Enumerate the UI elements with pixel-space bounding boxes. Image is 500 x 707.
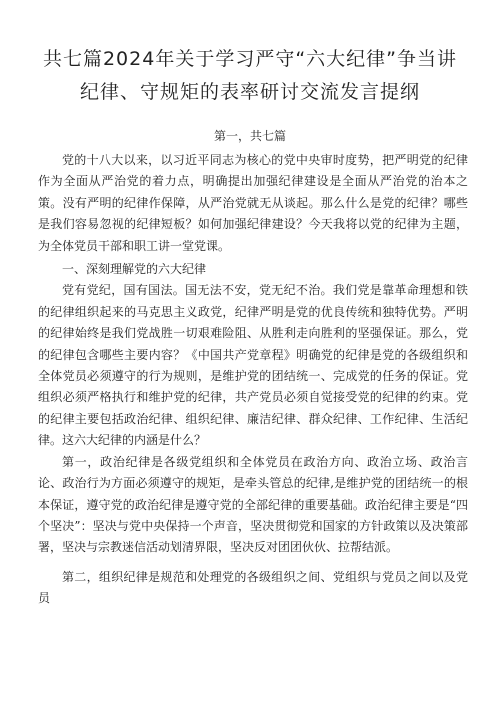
document-title-line-2: 纪律、守规矩的表率研讨交流发言提纲 <box>79 81 420 103</box>
section-heading-1: 一、深刻理解党的六大纪律 <box>62 262 207 277</box>
section-subtitle: 第一，共七篇 <box>213 129 286 143</box>
paragraph-discipline-overview: 党有党纪，国有国法。国无法不安，党无纪不治。我们党是靠革命理想和铁的纪律组织起来的马克思主义政党，纪律严明是党的优良传统和独特优势。严明的纪律始终是我们党战胜一切艰难险阻、从胜利走向胜利的坚强保证。那么，党的纪律包含哪些主要内容？《中国共产党章程》明确党的纪律是党的各级组织和全体党员必须遵守的行为规则，是维护党的团结统一、完成党的任务的保证。党组织必须严格执行和维护党的纪律，共产党员必须自觉接受党的纪律的约束。党的纪律主要包括政治纪律、组织纪律、廉洁纪律、群众纪律、工作纪律、生活纪律。这六大纪律的内涵是什么？ <box>38 283 468 448</box>
paragraph-organizational-discipline: 第二，组织纪律是规范和处理党的各级组织之间、党组织与党员之间以及党员 <box>38 569 468 606</box>
document-title-line-1: 共七篇2024年关于学习严守“六大纪律”争当讲 <box>42 48 458 70</box>
document-body <box>38 150 468 610</box>
paragraph-intro: 党的十八大以来，以习近平同志为核心的党中央审时度势，把严明党的纪律作为全面从严治党的着力点，明确提出加强纪律建设是全面从严治党的治本之策。没有严明的纪律作保障，从严治党就无从谈起。那么什么是党的纪律？哪些是我们容易忽视的纪律短板？如何加强纪律建设？今天我将以党的纪律为主题，为全体党员干部和职工讲一堂党课。 <box>38 153 468 253</box>
paragraph-political-discipline: 第一，政治纪律是各级党组织和全体党员在政治方向、政治立场、政治言论、政治行为方面必须遵守的规矩，是牵头管总的纪律,是维护党的团结统一的根本保证，遵守党的政治纪律是遵守党的全部纪律的重要基础。政治纪律主要是“四个坚决”：坚决与党中央保持一个声音，坚决贯彻党和国家的方针政策以及决策部署，坚决与宗教迷信活动划清界限，坚决反对团团伙伙、拉帮结派。 <box>38 454 468 555</box>
